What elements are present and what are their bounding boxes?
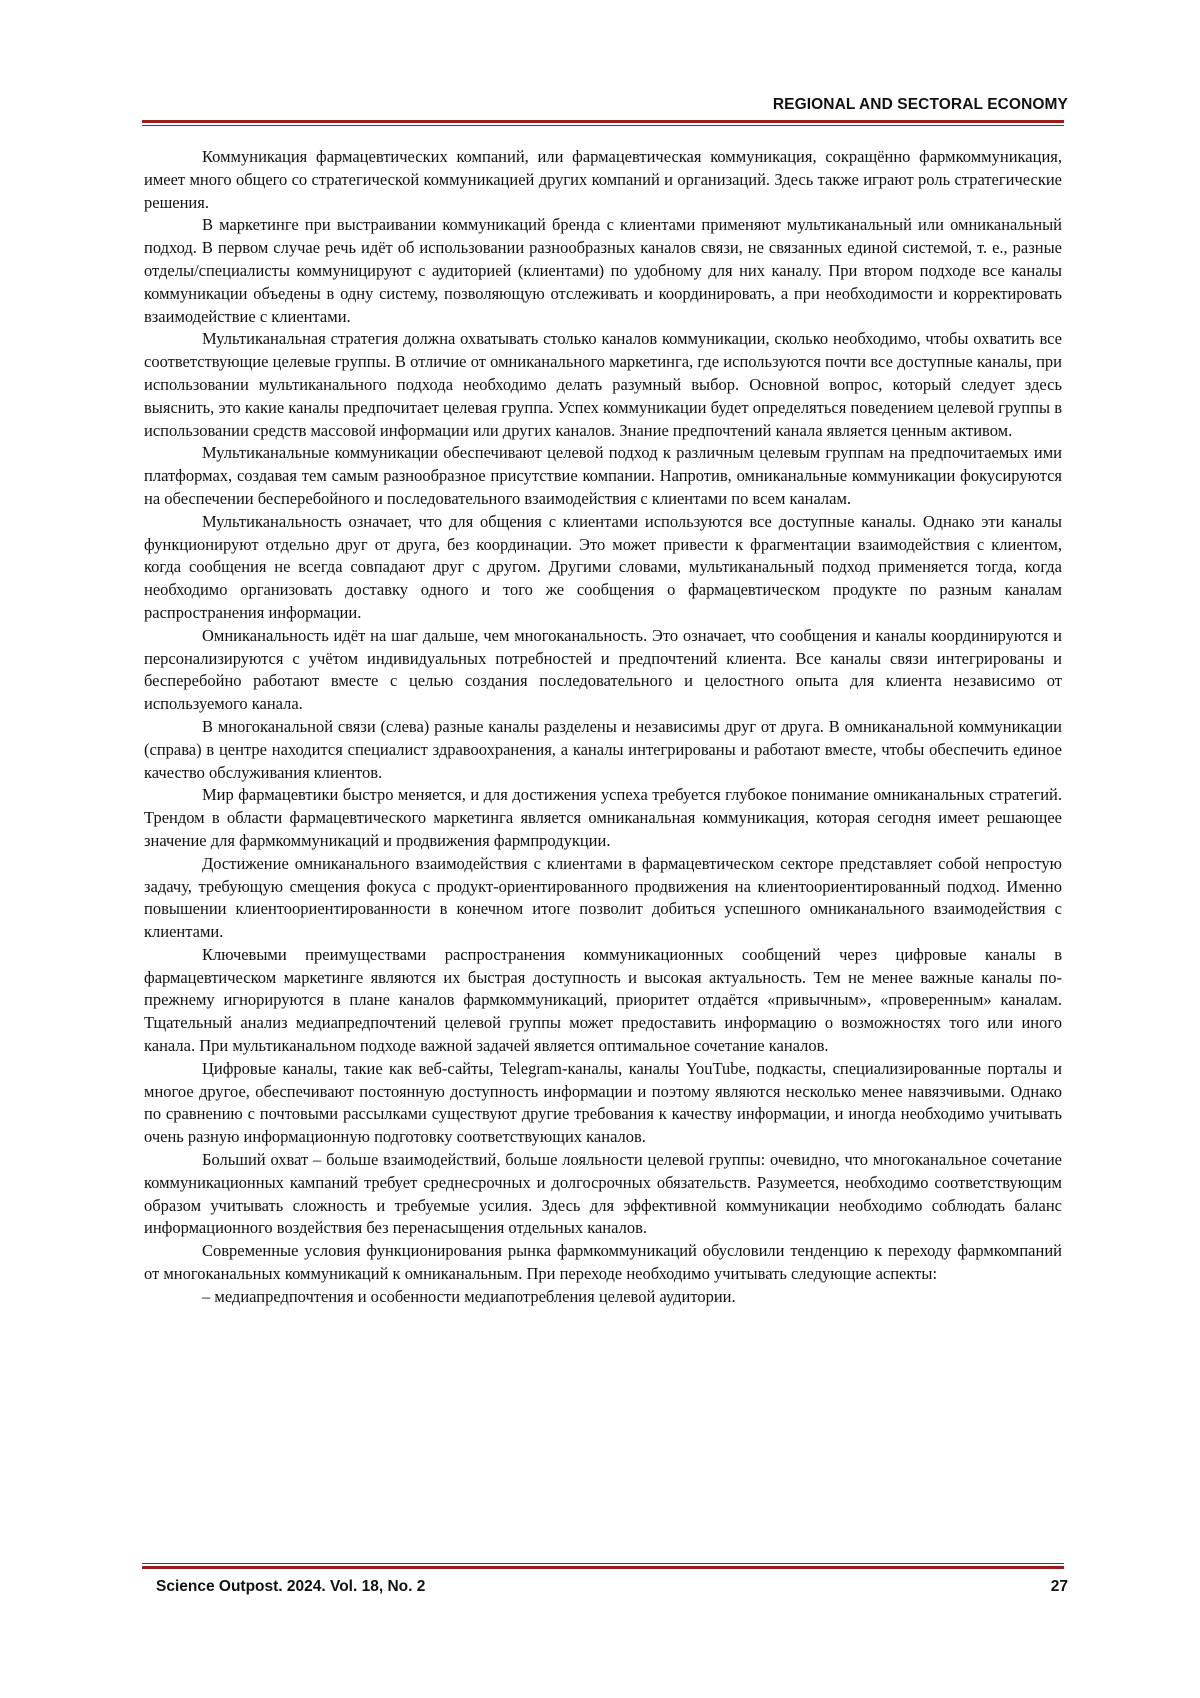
paragraph: Достижение омниканального взаимодействия с клиентами в фармацевтическом секторе представляет собой непростую задачу, требующую смещения фокуса с продукт-ориентированного продвижения на клиентоориентированный подход. Именно повышении клиентоориентированности в конечном итоге позволит добиться успешного омниканального взаимодействия с клиентами. (144, 853, 1062, 942)
running-header: REGIONAL AND SECTORAL ECONOMY (772, 96, 1068, 113)
paragraph: В маркетинге при выстраивании коммуникаций бренда с клиентами применяют мультиканальный или омниканальный подход. В первом случае речь идёт об использовании разнообразных каналов связи, не связанных единой системой, т. е., разные отделы/специалисты коммуницируют с аудиторией (клиентами) по удобному для них каналу. При втором подходе все каналы коммуникации объедены в одну систему, позволяющую отслеживать и координировать, а при необходимости и корректировать взаимодействие с клиентами. (144, 215, 1062, 326)
paragraph: Мультиканальная стратегия должна охватывать столько каналов коммуникации, сколько необходимо, чтобы охватить все соответствующие целевые группы. В отличие от омниканального маркетинга, где используются почти все доступные каналы, при использовании мультиканального подхода необходимо делать разумный выбор. Основной вопрос, который следует здесь выяснить, это какие каналы предпочитает целевая группа. Успех коммуникации будет определяться поведением целевой группы в использовании средств массовой информации или других каналов. Знание предпочтений канала является ценным активом. (144, 329, 1062, 440)
footer-rule-thick (142, 1566, 1064, 1569)
paragraph: В многоканальной связи (слева) разные каналы разделены и независимы друг от друга. В омниканальной коммуникации (справа) в центре находится специалист здравоохранения, а каналы интегрированы и работают вместе, чтобы обеспечить единое качество обслуживания клиентов. (144, 716, 1062, 782)
list-item: – медиапредпочтения и особенности медиапотребления целевой аудитории. (202, 1286, 736, 1306)
footer-rule-thin (142, 1563, 1064, 1564)
paragraph: Современные условия функционирования рынка фармкоммуникаций обусловили тенденцию к переходу фармкомпаний от многоканальных коммуникаций к омниканальным. При переходе необходимо учитывать следующие аспекты: (144, 1241, 1062, 1284)
paragraph: Цифровые каналы, такие как веб-сайты, Telegram-каналы, каналы YouTube, подкасты, специализированные порталы и многое другое, обеспечивают постоянную доступность информации и поэтому являются несколько менее навязчивыми. Однако по сравнению с почтовыми рассылками существуют другие требования к качеству информации, и иногда необходимо учитывать очень разную информационную подготовку соответствующих каналов. (144, 1058, 1062, 1147)
paragraph: Омниканальность идёт на шаг дальше, чем многоканальность. Это означает, что сообщения и каналы координируются и персонализируются с учётом индивидуальных потребностей и предпочтений клиента. Все каналы связи интегрированы и бесперебойно работают вместе с целью создания последовательного и целостного опыта для клиента независимо от используемого канала. (144, 625, 1062, 714)
paragraph: Коммуникация фармацевтических компаний, или фармацевтическая коммуникация, сокращённо фармкоммуникация, имеет много общего со стратегической коммуникацией других компаний и организаций. Здесь также играют роль стратегические решения. (144, 147, 1062, 212)
paragraph: Мультиканальность означает, что для общения с клиентами используются все доступные каналы. Однако эти каналы функционируют отдельно друг от друга, без координации. Это может привести к фрагментации взаимодействия с клиентом, когда сообщения не всегда совпадают друг с другом. Другими словами, мультиканальный подход применяется тогда, когда необходимо организовать доставку одного и того же сообщения о фармацевтическом продукте по разным каналам распространения информации. (144, 511, 1062, 622)
paragraph: Больший охват – больше взаимодействий, больше лояльности целевой группы: очевидно, что многоканальное сочетание коммуникационных кампаний требует среднесрочных и долгосрочных обязательств. Разумеется, необходимо соответствующим образом учитывать сложность и требуемые усилия. Здесь для эффективной коммуникации необходимо соблюдать баланс информационного воздействия без перенасыщения отдельных каналов. (144, 1150, 1062, 1238)
header-rule-thin (142, 125, 1064, 126)
paragraph: Ключевыми преимуществами распространения коммуникационных сообщений через цифровые каналы в фармацевтическом маркетинге являются их быстрая доступность и высокая актуальность. Тем не менее важные каналы по-прежнему игнорируются в плане каналов фармкоммуникаций, приоритет отдаётся «привычным», «проверенным» каналам. Тщательный анализ медиапредпочтений целевой группы может предоставить информацию о возможностях того или иного канала. При мультиканальном подходе важной задачей является оптимальное сочетание каналов. (144, 944, 1062, 1056)
footer-citation: Science Outpost. 2024. Vol. 18, No. 2 (156, 1578, 426, 1595)
article-body (144, 146, 1062, 1309)
paragraph: Мир фармацевтики быстро меняется, и для достижения успеха требуется глубокое понимание омниканальных стратегий. Трендом в области фармацевтического маркетинга является омниканальная коммуникация, которая сегодня имеет решающее значение для фармкоммуникаций и продвижения фармпродукции. (144, 785, 1062, 850)
header-rule-thick (142, 120, 1064, 123)
page-number: 27 (1050, 1578, 1068, 1595)
paragraph: Мультиканальные коммуникации обеспечивают целевой подход к различным целевым группам на предпочитаемых ими платформах, создавая тем самым разнообразное присутствие компании. Напротив, омниканальные коммуникации фокусируются на обеспечении бесперебойного и последовательного взаимодействия с клиентами по всем каналам. (144, 443, 1062, 508)
